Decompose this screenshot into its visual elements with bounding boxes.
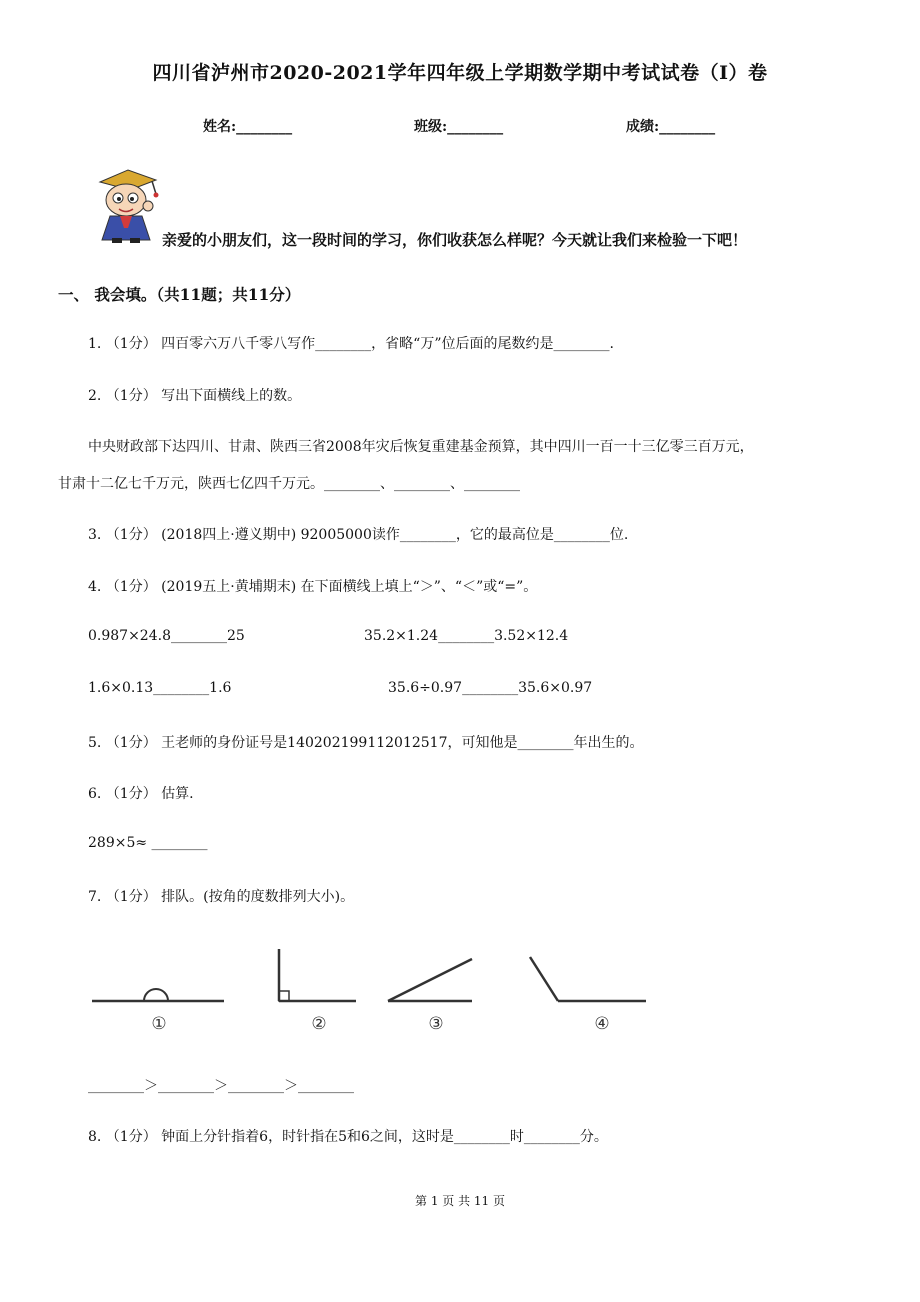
question-2-text-line-2: 甘肃十二亿七千万元，陕西七亿四千万元。________、________、________ bbox=[58, 476, 520, 492]
page-footer: 第 1 页 共 11 页 bbox=[415, 1194, 505, 1208]
question-4-item-b: 35.2×1.24________3.52×12.4 bbox=[364, 628, 569, 644]
angle-label-4: ④ bbox=[594, 1014, 610, 1034]
question-6: 6. （1分） 估算. bbox=[88, 786, 194, 802]
score-field[interactable]: 成绩:________ bbox=[626, 119, 716, 135]
angle-label-3: ③ bbox=[428, 1014, 444, 1034]
question-4: 4. （1分） (2019五上·黄埔期末) 在下面横线上填上“＞”、“＜”或“=”。 bbox=[88, 579, 538, 595]
question-2-text-line-1: 中央财政部下达四川、甘肃、陕西三省2008年灾后恢复重建基金预算，其中四川一百一十三亿零三百万元， bbox=[88, 439, 754, 455]
question-1: 1. （1分） 四百零六万八千零八写作________，省略“万”位后面的尾数约是________. bbox=[88, 336, 614, 352]
question-5: 5. （1分） 王老师的身份证号是140202199112012517，可知他是________年出生的。 bbox=[88, 735, 644, 751]
question-7: 7. （1分） 排队。(按角的度数排列大小)。 bbox=[88, 889, 355, 905]
greeting-text: 亲爱的小朋友们，这一段时间的学习，你们收获怎么样呢？今天就让我们来检验一下吧！ bbox=[162, 231, 748, 249]
class-field[interactable]: 班级:________ bbox=[414, 119, 504, 135]
question-8: 8. （1分） 钟面上分针指着6，时针指在5和6之间，这时是________时________分。 bbox=[88, 1129, 608, 1145]
angle-label-1: ① bbox=[151, 1014, 167, 1034]
question-3: 3. （1分） (2018四上·遵义期中) 92005000读作________，它的最高位是________位. bbox=[88, 527, 629, 543]
question-6-expression: 289×5≈ ________ bbox=[88, 835, 208, 851]
name-field[interactable]: 姓名:________ bbox=[203, 119, 293, 135]
mascot-icon bbox=[90, 168, 164, 244]
angles-figure bbox=[88, 945, 658, 1040]
page-title: 四川省泸州市2020-2021学年四年级上学期数学期中考试试卷（I）卷 bbox=[152, 62, 768, 84]
question-7-answer: ________＞________＞________＞________ bbox=[88, 1078, 354, 1094]
section-heading: 一、 我会填。（共11题；共11分） bbox=[58, 285, 301, 304]
question-4-item-a: 0.987×24.8________25 bbox=[88, 628, 245, 644]
question-2: 2. （1分） 写出下面横线上的数。 bbox=[88, 388, 302, 404]
question-4-item-d: 35.6÷0.97________35.6×0.97 bbox=[388, 680, 593, 696]
angle-label-2: ② bbox=[311, 1014, 327, 1034]
question-4-item-c: 1.6×0.13________1.6 bbox=[88, 680, 232, 696]
